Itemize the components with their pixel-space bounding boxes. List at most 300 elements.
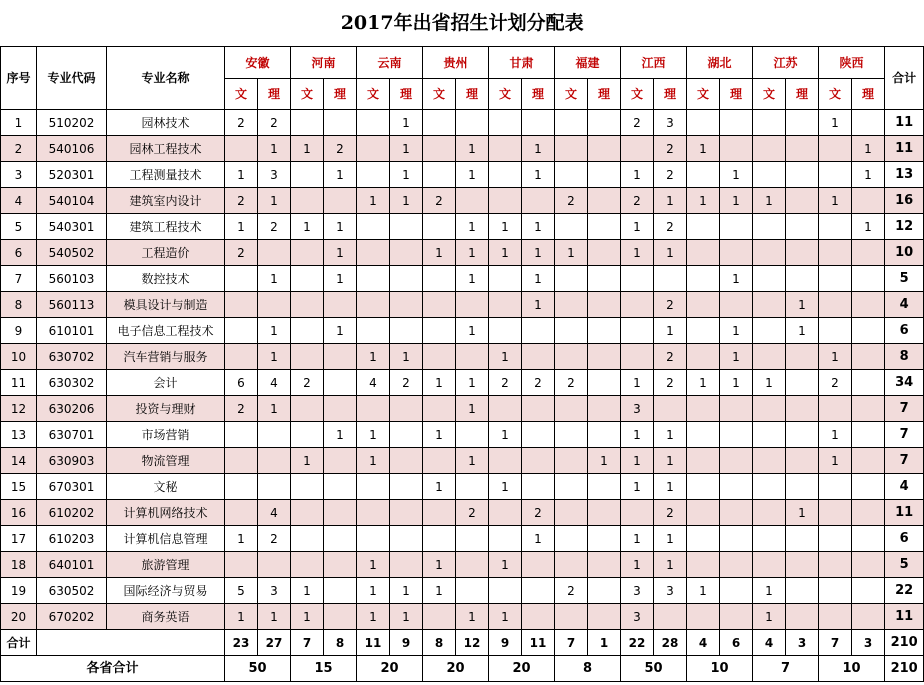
row-cell [522, 396, 555, 422]
row-cell: 2 [258, 526, 291, 552]
table-row [1, 396, 924, 422]
row-cell [852, 526, 885, 552]
row-cell [489, 318, 522, 344]
row-cell: 3 [621, 578, 654, 604]
row-cell [687, 396, 720, 422]
row-cell [456, 344, 489, 370]
header-province: 湖北 [687, 47, 753, 79]
header-li: 理 [852, 79, 885, 110]
province-total-cell: 20 [489, 656, 555, 682]
row-cell: 1 [291, 578, 324, 604]
row-index: 10 [1, 344, 37, 370]
row-cell [786, 240, 819, 266]
row-cell [522, 110, 555, 136]
row-cell: 1 [621, 214, 654, 240]
row-index: 1 [1, 110, 37, 136]
row-cell [522, 474, 555, 500]
row-cell [456, 422, 489, 448]
row-cell [720, 578, 753, 604]
row-cell: 1 [654, 318, 687, 344]
row-cell [621, 318, 654, 344]
row-cell: 1 [621, 552, 654, 578]
row-cell: 3 [258, 578, 291, 604]
row-cell [357, 318, 390, 344]
row-cell [291, 500, 324, 526]
row-cell: 5 [225, 578, 258, 604]
row-code: 630903 [37, 448, 107, 474]
row-name: 国际经济与贸易 [107, 578, 225, 604]
row-cell [423, 214, 456, 240]
row-cell: 1 [390, 162, 423, 188]
row-cell [687, 344, 720, 370]
row-cell [258, 292, 291, 318]
row-cell [852, 110, 885, 136]
row-cell [654, 266, 687, 292]
row-cell: 1 [489, 552, 522, 578]
row-cell [621, 344, 654, 370]
row-cell: 1 [357, 604, 390, 630]
row-cell: 2 [654, 292, 687, 318]
column-totals-total: 210 [885, 630, 924, 656]
header-li: 理 [324, 79, 357, 110]
province-total-cell: 20 [357, 656, 423, 682]
column-total-cell: 9 [489, 630, 522, 656]
row-cell [786, 110, 819, 136]
row-cell [588, 370, 621, 396]
row-cell [588, 292, 621, 318]
row-cell [720, 110, 753, 136]
row-cell [555, 422, 588, 448]
column-total-cell: 27 [258, 630, 291, 656]
row-cell [687, 292, 720, 318]
header-province: 甘肃 [489, 47, 555, 79]
header-wen: 文 [819, 79, 852, 110]
row-cell [489, 162, 522, 188]
row-cell: 1 [324, 240, 357, 266]
row-cell [588, 552, 621, 578]
row-cell [753, 552, 786, 578]
header-wen: 文 [291, 79, 324, 110]
row-cell: 1 [753, 578, 786, 604]
row-cell [720, 500, 753, 526]
row-cell: 1 [258, 604, 291, 630]
header-li: 理 [786, 79, 819, 110]
row-cell: 1 [654, 422, 687, 448]
row-cell: 1 [621, 240, 654, 266]
row-cell: 2 [390, 370, 423, 396]
row-cell: 1 [423, 552, 456, 578]
row-cell [456, 474, 489, 500]
table-row [1, 188, 924, 214]
row-cell: 1 [819, 344, 852, 370]
header-wen: 文 [225, 79, 258, 110]
row-cell [291, 552, 324, 578]
table-row [1, 422, 924, 448]
row-cell [357, 396, 390, 422]
column-total-cell: 4 [753, 630, 786, 656]
row-cell: 1 [522, 240, 555, 266]
row-cell [357, 526, 390, 552]
row-cell [423, 500, 456, 526]
province-total-cell: 10 [819, 656, 885, 682]
row-cell [555, 396, 588, 422]
row-cell [852, 396, 885, 422]
row-cell [324, 110, 357, 136]
row-code: 560113 [37, 292, 107, 318]
province-totals-row [1, 656, 924, 682]
row-cell [687, 266, 720, 292]
row-total: 11 [885, 604, 924, 630]
row-cell [357, 474, 390, 500]
row-index: 2 [1, 136, 37, 162]
table-row [1, 214, 924, 240]
row-cell: 1 [753, 604, 786, 630]
row-name: 会计 [107, 370, 225, 396]
row-cell [324, 578, 357, 604]
row-cell [852, 500, 885, 526]
row-cell: 2 [456, 500, 489, 526]
row-cell [390, 318, 423, 344]
row-cell [753, 214, 786, 240]
header-province: 江西 [621, 47, 687, 79]
row-total: 5 [885, 552, 924, 578]
row-total: 16 [885, 188, 924, 214]
row-total: 6 [885, 318, 924, 344]
row-cell [225, 422, 258, 448]
row-cell: 2 [258, 110, 291, 136]
row-cell: 1 [654, 240, 687, 266]
row-cell [390, 422, 423, 448]
header-province: 江苏 [753, 47, 819, 79]
row-cell [753, 292, 786, 318]
row-cell: 1 [456, 162, 489, 188]
row-cell [555, 292, 588, 318]
row-cell [489, 136, 522, 162]
row-cell: 1 [522, 136, 555, 162]
row-cell [423, 136, 456, 162]
row-cell [852, 474, 885, 500]
row-cell [720, 604, 753, 630]
row-cell [819, 240, 852, 266]
row-code: 630206 [37, 396, 107, 422]
page-title: 2017年出省招生计划分配表 [1, 0, 924, 47]
row-cell [819, 292, 852, 318]
row-cell [555, 500, 588, 526]
row-cell [423, 318, 456, 344]
row-cell: 1 [522, 266, 555, 292]
row-cell [324, 292, 357, 318]
row-cell [786, 448, 819, 474]
row-cell [753, 344, 786, 370]
row-cell [357, 162, 390, 188]
row-name: 建筑工程技术 [107, 214, 225, 240]
row-cell: 1 [489, 214, 522, 240]
table-row [1, 370, 924, 396]
row-cell: 1 [654, 474, 687, 500]
row-cell: 1 [390, 604, 423, 630]
row-cell: 2 [621, 110, 654, 136]
column-total-cell: 3 [786, 630, 819, 656]
row-name: 园林技术 [107, 110, 225, 136]
row-cell [753, 474, 786, 500]
row-cell [786, 526, 819, 552]
row-index: 15 [1, 474, 37, 500]
row-cell: 3 [621, 604, 654, 630]
row-cell [357, 240, 390, 266]
row-code: 510202 [37, 110, 107, 136]
row-cell [456, 292, 489, 318]
row-cell [390, 266, 423, 292]
row-cell [588, 604, 621, 630]
row-cell: 1 [588, 448, 621, 474]
table-row [1, 292, 924, 318]
header-wen: 文 [555, 79, 588, 110]
row-name: 汽车营销与服务 [107, 344, 225, 370]
row-cell: 6 [225, 370, 258, 396]
row-cell [786, 266, 819, 292]
header-wen: 文 [687, 79, 720, 110]
row-index: 13 [1, 422, 37, 448]
row-name: 工程造价 [107, 240, 225, 266]
row-cell [357, 500, 390, 526]
row-cell: 1 [654, 552, 687, 578]
header-index: 序号 [1, 47, 37, 110]
row-cell: 1 [258, 318, 291, 344]
row-cell [258, 552, 291, 578]
row-cell [786, 552, 819, 578]
table-row [1, 448, 924, 474]
row-cell: 1 [621, 474, 654, 500]
row-cell [819, 500, 852, 526]
row-cell [390, 500, 423, 526]
row-cell [588, 266, 621, 292]
row-cell [753, 500, 786, 526]
row-cell: 1 [456, 266, 489, 292]
row-cell [555, 604, 588, 630]
row-cell: 1 [357, 578, 390, 604]
row-cell: 1 [786, 318, 819, 344]
row-cell [555, 162, 588, 188]
row-index: 16 [1, 500, 37, 526]
header-wen: 文 [753, 79, 786, 110]
row-cell: 2 [258, 214, 291, 240]
row-cell: 1 [225, 162, 258, 188]
row-code: 630702 [37, 344, 107, 370]
row-cell [357, 214, 390, 240]
row-cell [324, 448, 357, 474]
row-index: 20 [1, 604, 37, 630]
row-cell: 1 [654, 188, 687, 214]
row-cell: 1 [423, 422, 456, 448]
column-total-cell: 12 [456, 630, 489, 656]
row-cell [291, 526, 324, 552]
row-cell: 1 [258, 396, 291, 422]
row-cell [852, 604, 885, 630]
row-cell [555, 526, 588, 552]
column-total-cell: 11 [357, 630, 390, 656]
row-cell [720, 214, 753, 240]
row-cell [720, 396, 753, 422]
row-total: 7 [885, 422, 924, 448]
row-cell: 1 [390, 188, 423, 214]
row-cell: 1 [654, 448, 687, 474]
row-cell: 4 [357, 370, 390, 396]
row-cell [720, 526, 753, 552]
row-cell [225, 136, 258, 162]
row-cell [555, 136, 588, 162]
row-cell [390, 240, 423, 266]
row-cell [786, 422, 819, 448]
row-cell: 1 [654, 526, 687, 552]
row-code: 520301 [37, 162, 107, 188]
row-cell: 1 [456, 396, 489, 422]
row-total: 7 [885, 448, 924, 474]
row-cell [819, 396, 852, 422]
row-cell [390, 448, 423, 474]
row-total: 11 [885, 136, 924, 162]
row-cell [225, 474, 258, 500]
row-cell: 1 [852, 162, 885, 188]
row-cell: 1 [357, 422, 390, 448]
row-cell [687, 474, 720, 500]
row-cell: 1 [753, 188, 786, 214]
row-cell: 1 [324, 266, 357, 292]
row-cell [687, 604, 720, 630]
row-cell [258, 240, 291, 266]
row-cell [522, 448, 555, 474]
row-cell [720, 292, 753, 318]
row-name: 建筑室内设计 [107, 188, 225, 214]
row-cell: 1 [852, 136, 885, 162]
row-cell: 1 [423, 578, 456, 604]
row-cell [291, 344, 324, 370]
row-cell [720, 474, 753, 500]
table-row [1, 604, 924, 630]
row-index: 3 [1, 162, 37, 188]
header-province: 云南 [357, 47, 423, 79]
row-cell: 1 [786, 500, 819, 526]
row-index: 5 [1, 214, 37, 240]
row-cell [456, 578, 489, 604]
row-cell [324, 526, 357, 552]
column-total-cell: 7 [555, 630, 588, 656]
row-cell: 1 [357, 448, 390, 474]
row-cell [258, 422, 291, 448]
row-index: 11 [1, 370, 37, 396]
row-cell: 2 [225, 396, 258, 422]
row-cell: 1 [522, 292, 555, 318]
row-cell [456, 110, 489, 136]
row-cell: 1 [291, 214, 324, 240]
row-cell [852, 240, 885, 266]
row-code: 540301 [37, 214, 107, 240]
row-cell [819, 266, 852, 292]
row-total: 6 [885, 526, 924, 552]
row-total: 34 [885, 370, 924, 396]
row-cell: 1 [786, 292, 819, 318]
row-code: 540104 [37, 188, 107, 214]
row-cell: 1 [390, 578, 423, 604]
row-cell [522, 604, 555, 630]
column-total-cell: 8 [324, 630, 357, 656]
row-cell: 2 [654, 162, 687, 188]
province-total-cell: 10 [687, 656, 753, 682]
row-name: 市场营销 [107, 422, 225, 448]
column-total-cell: 7 [291, 630, 324, 656]
row-cell [786, 604, 819, 630]
row-cell: 2 [654, 344, 687, 370]
row-cell [819, 318, 852, 344]
row-cell: 1 [852, 214, 885, 240]
row-code: 610101 [37, 318, 107, 344]
row-cell: 1 [390, 344, 423, 370]
table-row [1, 318, 924, 344]
row-cell [291, 240, 324, 266]
row-cell [324, 370, 357, 396]
row-cell: 2 [555, 188, 588, 214]
row-cell: 2 [654, 500, 687, 526]
row-cell [423, 604, 456, 630]
row-total: 7 [885, 396, 924, 422]
row-cell: 1 [258, 266, 291, 292]
row-total: 11 [885, 110, 924, 136]
row-cell [324, 500, 357, 526]
row-cell [786, 370, 819, 396]
row-cell [786, 214, 819, 240]
row-cell: 2 [654, 214, 687, 240]
row-cell [753, 526, 786, 552]
row-cell: 1 [621, 422, 654, 448]
row-cell [786, 578, 819, 604]
row-index: 8 [1, 292, 37, 318]
row-cell [621, 136, 654, 162]
row-cell: 2 [225, 110, 258, 136]
row-cell [852, 344, 885, 370]
row-cell [720, 448, 753, 474]
row-cell [720, 136, 753, 162]
column-total-cell: 6 [720, 630, 753, 656]
column-total-cell: 22 [621, 630, 654, 656]
row-cell [324, 604, 357, 630]
table-row [1, 110, 924, 136]
row-cell [489, 578, 522, 604]
row-cell [225, 344, 258, 370]
row-cell [423, 162, 456, 188]
column-total-cell: 4 [687, 630, 720, 656]
row-cell [489, 526, 522, 552]
row-cell [852, 292, 885, 318]
row-cell [753, 396, 786, 422]
table-row [1, 474, 924, 500]
row-cell: 2 [522, 370, 555, 396]
row-cell [588, 240, 621, 266]
row-cell [522, 344, 555, 370]
row-cell [225, 318, 258, 344]
row-total: 11 [885, 500, 924, 526]
row-cell [753, 110, 786, 136]
row-cell [291, 292, 324, 318]
row-total: 22 [885, 578, 924, 604]
header-total: 合计 [885, 47, 924, 110]
row-cell [687, 318, 720, 344]
row-cell [324, 344, 357, 370]
row-cell: 1 [456, 604, 489, 630]
row-cell [489, 448, 522, 474]
row-cell: 1 [291, 604, 324, 630]
row-cell [291, 266, 324, 292]
row-name: 电子信息工程技术 [107, 318, 225, 344]
row-cell: 1 [456, 136, 489, 162]
